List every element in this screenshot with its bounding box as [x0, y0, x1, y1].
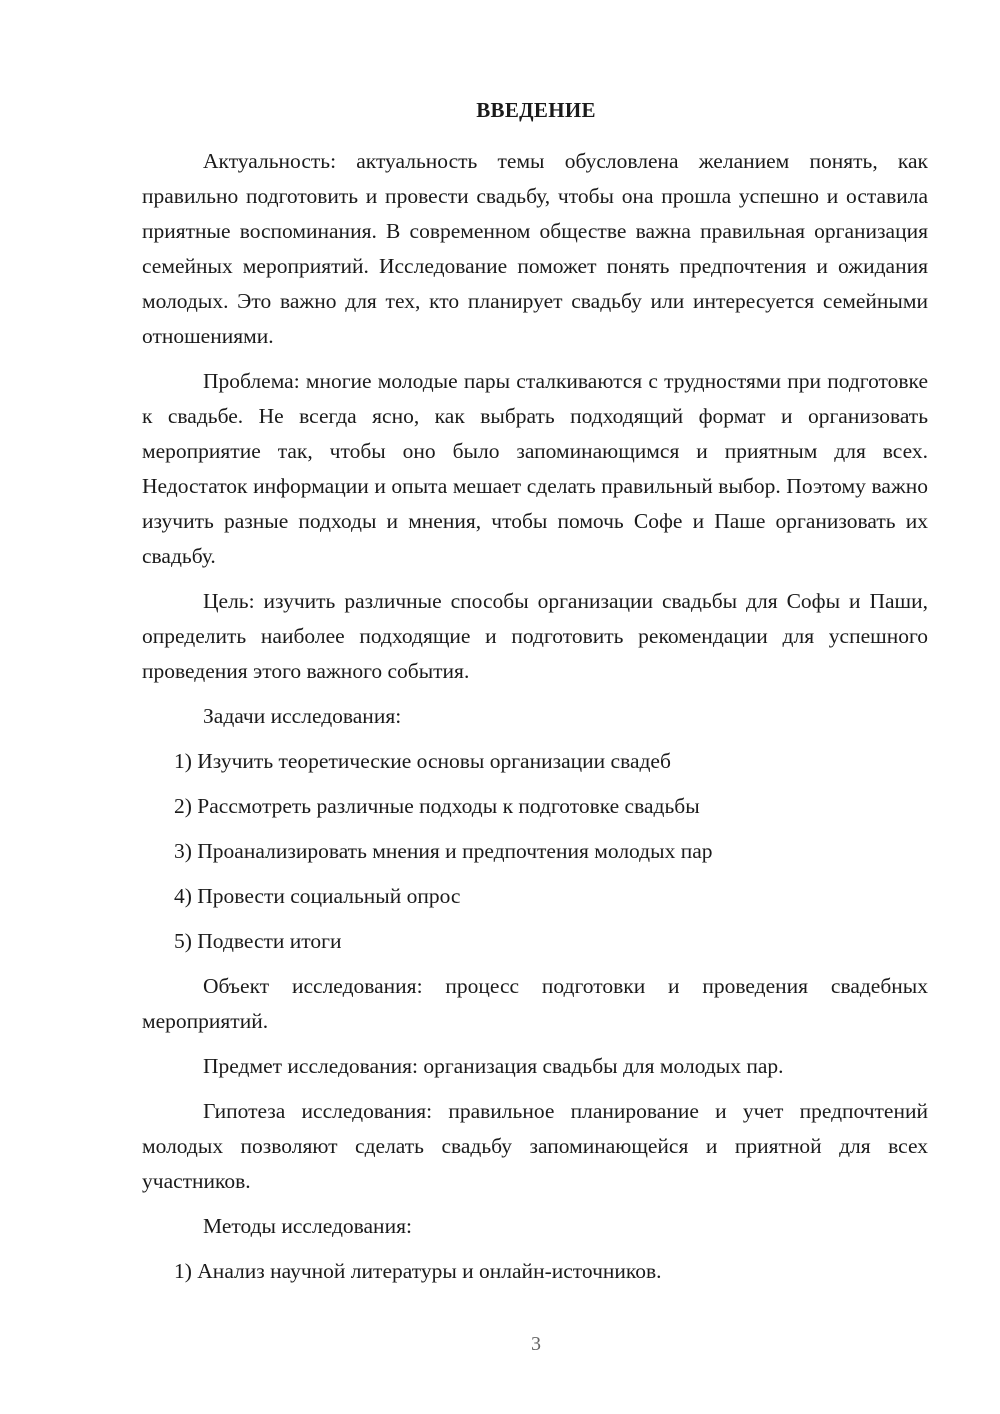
paragraph-hypothesis: Гипотеза исследования: правильное планирование и учет предпочтений молодых позволяют сделать свадьбу запоминающейся и приятной для всех участников.: [142, 1099, 928, 1193]
task-item: 5) Подвести итоги: [174, 929, 342, 953]
document-body: [142, 144, 928, 1299]
task-item: 3) Проанализировать мнения и предпочтения молодых пар: [174, 839, 713, 863]
paragraph-goal: Цель: изучить различные способы организации свадьбы для Софы и Паши, определить наиболее подходящие и подготовить рекомендации для успешного проведения этого важного события.: [142, 589, 928, 683]
page-number: 3: [531, 1333, 541, 1355]
tasks-heading: Задачи исследования:: [203, 704, 402, 728]
methods-heading: Методы исследования:: [203, 1214, 412, 1238]
paragraph-relevance: Актуальность: актуальность темы обусловлена желанием понять, как правильно подготовить и провести свадьбу, чтобы она прошла успешно и оставила приятные воспоминания. В современном обществе важна правильная организация семейных мероприятий. Исследование поможет понять предпочтения и ожидания молодых. Это важно для тех, кто планирует свадьбу или интересуется семейными отношениями.: [142, 149, 928, 348]
task-item: 4) Провести социальный опрос: [174, 884, 461, 908]
method-item: 1) Анализ научной литературы и онлайн-источников.: [174, 1259, 662, 1283]
task-item: 2) Рассмотреть различные подходы к подготовке свадьбы: [174, 794, 700, 818]
paragraph-subject: Предмет исследования: организация свадьбы для молодых пар.: [203, 1054, 784, 1078]
page-title: ВВЕДЕНИЕ: [476, 98, 596, 122]
task-item: 1) Изучить теоретические основы организации свадеб: [174, 749, 671, 773]
paragraph-object: Объект исследования: процесс подготовки и проведения свадебных мероприятий.: [142, 974, 928, 1033]
paragraph-problem: Проблема: многие молодые пары сталкиваются с трудностями при подготовке к свадьбе. Не всегда ясно, как выбрать подходящий формат и организовать мероприятие так, чтобы оно было запоминающимся и приятным для всех. Недостаток информации и опыта мешает сделать правильный выбор. Поэтому важно изучить разные подходы и мнения, чтобы помочь Софе и Паше организовать их свадьбу.: [142, 369, 928, 568]
